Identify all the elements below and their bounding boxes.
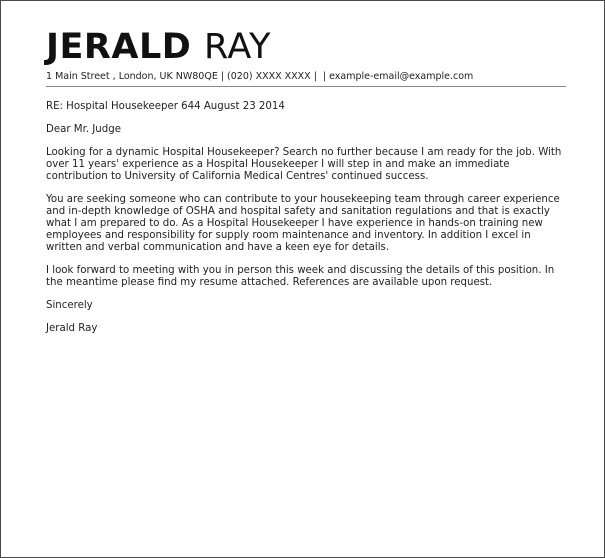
applicant-last-name: RAY [204, 27, 272, 67]
contact-line [46, 71, 566, 87]
contact-email[interactable]: example-email@example.com [329, 71, 474, 82]
contact-address: 1 Main Street , London, UK NW80QE [46, 71, 218, 82]
signature-name: Jerald Ray [46, 323, 98, 334]
letter-body [46, 101, 566, 335]
paragraph-closing: I look forward to meeting with you in person this week and discussing the details of this position. In the meantime please find my resume attached. References are available upon request. [46, 265, 555, 288]
closing: Sincerely [46, 300, 93, 311]
contact-phone: (020) XXXX XXXX [227, 71, 311, 82]
subject-line: RE: Hospital Housekeeper 644 August 23 2014 [46, 101, 285, 112]
letter-content [46, 27, 566, 335]
applicant-first-name: JERALD [46, 27, 192, 67]
applicant-name [46, 27, 566, 67]
paragraph-intro: Looking for a dynamic Hospital Housekeeper? Search no further because I am ready for the job. With over 11 years' experience as a Hospital Housekeeper I will step in and make an immediate contribution to University of California Medical Centres' continued success. [46, 147, 562, 182]
contact-separator: | [220, 71, 225, 82]
contact-separator: | [322, 71, 327, 82]
paragraph-qualifications: You are seeking someone who can contribute to your housekeeping team through career experience and in-depth knowledge of OSHA and hospital safety and sanitation regulations and that is exactly what I am prepared to do. As a Hospital Housekeeper I have experience in hands-on training new employees and responsibility for supply room maintenance and inventory. In addition I excel in written and verbal communication and have a keen eye for details. [46, 194, 560, 253]
salutation: Dear Mr. Judge [46, 124, 121, 135]
contact-separator: | [313, 71, 317, 82]
